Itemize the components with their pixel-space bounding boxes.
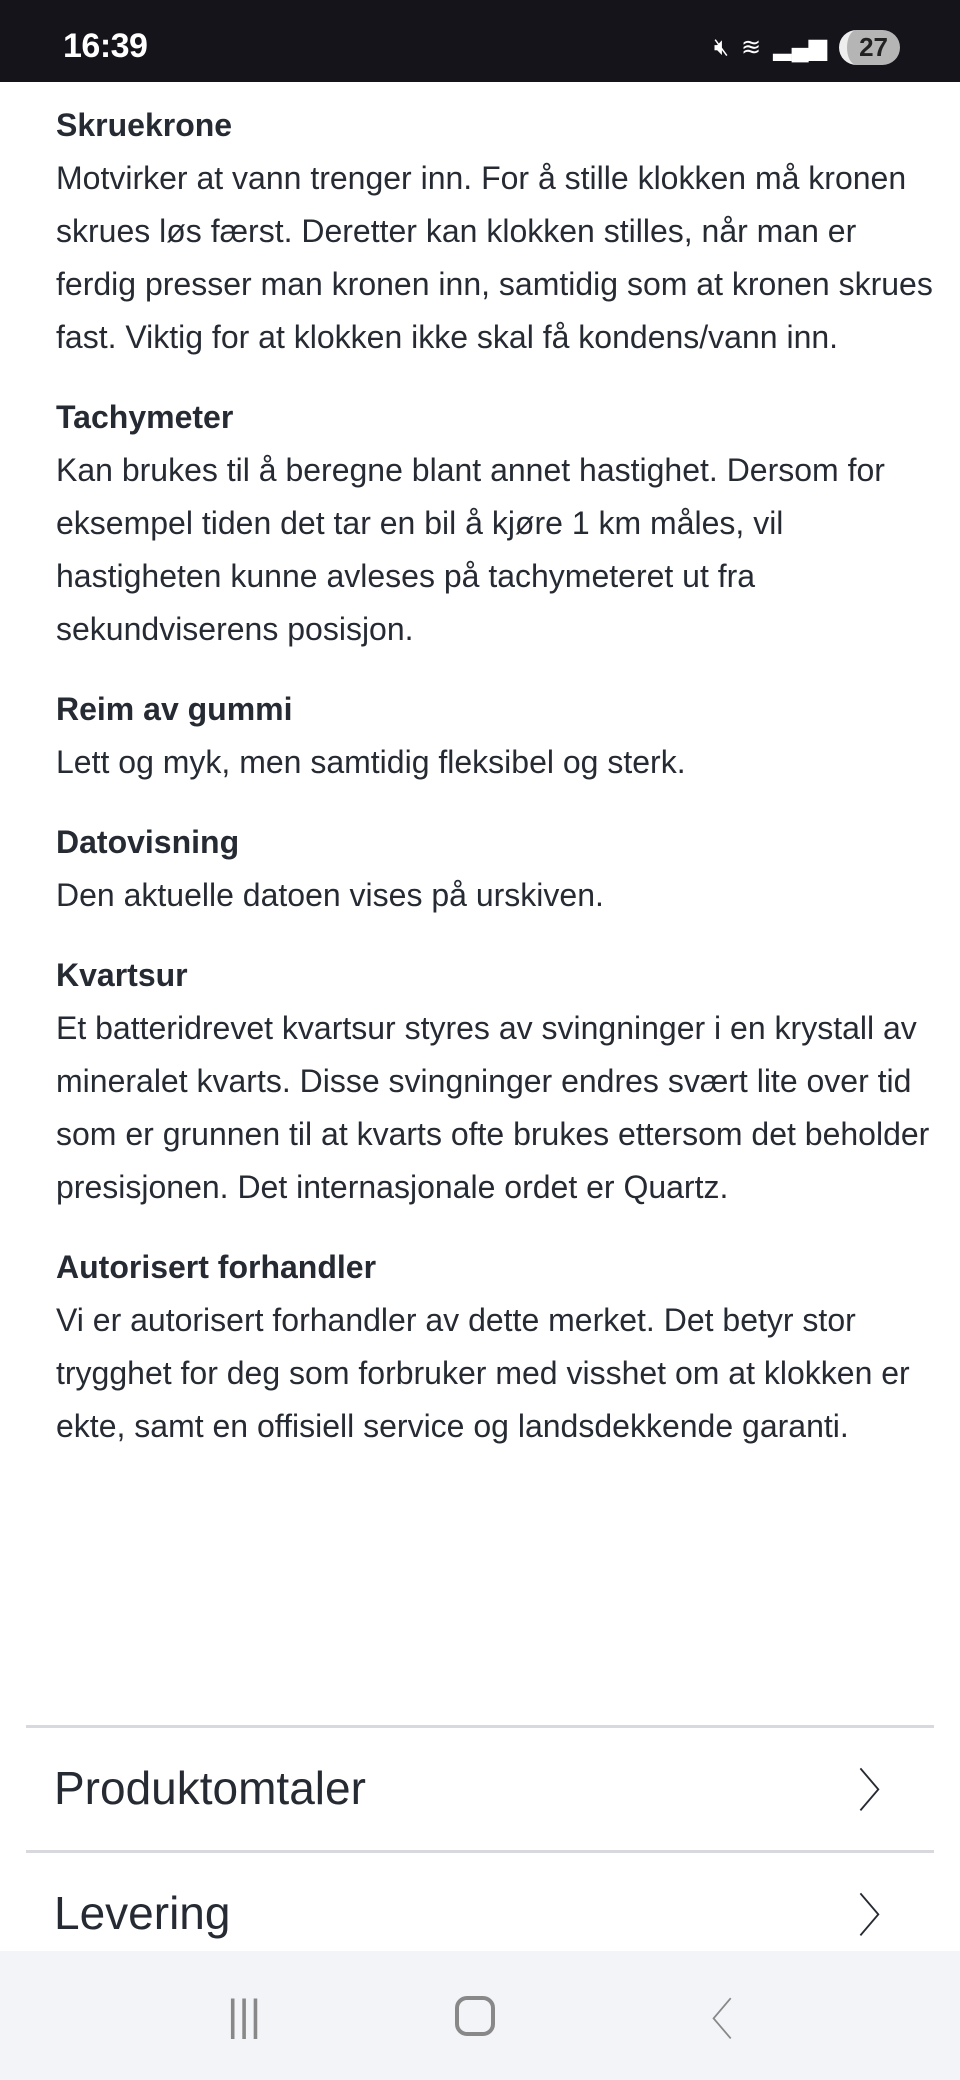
feature-section [56, 391, 936, 656]
wifi-icon: ≋ [741, 34, 762, 61]
feature-section [56, 99, 936, 364]
feature-body: Motvirker at vann trenger inn. For å stille klokken må kronen skrues løs færst. Deretter kan klokken stilles, når man er ferdig presser man kronen inn, samtidig som at kronen skrues fast. Viktig for at klokken ikke skal få kondens/vann inn. [56, 160, 933, 355]
accordion-label: Produktomtaler [54, 1762, 366, 1814]
signal-icon: ▂▄▆ [773, 34, 828, 61]
battery-icon: 27 [839, 30, 900, 65]
feature-body: Vi er autorisert forhandler av dette merket. Det betyr stor trygghet for deg som forbruker med visshet om at klokken er ekte, samt en offisiell service og landsdekkende garanti. [56, 1302, 910, 1444]
accordion-produktomtaler[interactable] [26, 1728, 934, 1848]
mute-icon: 🔇︎ [713, 33, 730, 61]
feature-title: Autorisert forhandler [56, 1249, 377, 1285]
feature-body: Et batteridrevet kvartsur styres av svingninger i en krystall av mineralet kvarts. Disse svingninger endres svært lite over tid som er grunnen til at kvarts ofte brukes ettersom det beholder presisjonen. Det internasjonale ordet er Quartz. [56, 1010, 930, 1205]
feature-section [56, 683, 936, 789]
feature-title: Reim av gummi [56, 691, 293, 727]
feature-section [56, 949, 936, 1214]
navigation-bar [0, 1951, 960, 2080]
chevron-right-icon: 〉 [858, 1890, 904, 1942]
chevron-right-icon: 〉 [858, 1765, 904, 1817]
feature-title: Datovisning [56, 824, 240, 860]
accordion-label: Levering [54, 1887, 231, 1939]
back-icon[interactable]: 〈 [689, 1995, 734, 2045]
status-bar [0, 0, 960, 82]
feature-section [56, 816, 936, 922]
home-icon[interactable] [455, 1996, 495, 2036]
status-time: 16:39 [63, 27, 148, 65]
feature-body: Den aktuelle datoen vises på urskiven. [56, 877, 604, 913]
feature-title: Kvartsur [56, 957, 188, 993]
feature-section [56, 1241, 936, 1453]
feature-title: Skruekrone [56, 107, 233, 143]
feature-body: Kan brukes til å beregne blant annet hastighet. Dersom for eksempel tiden det tar en bil å kjøre 1 km måles, vil hastigheten kunne avleses på tachymeteret ut fra sekundviserens posisjon. [56, 452, 885, 647]
product-features [56, 99, 936, 1480]
feature-body: Lett og myk, men samtidig fleksibel og sterk. [56, 744, 686, 780]
recent-apps-icon[interactable]: ||| [226, 1990, 262, 2040]
feature-title: Tachymeter [56, 399, 234, 435]
